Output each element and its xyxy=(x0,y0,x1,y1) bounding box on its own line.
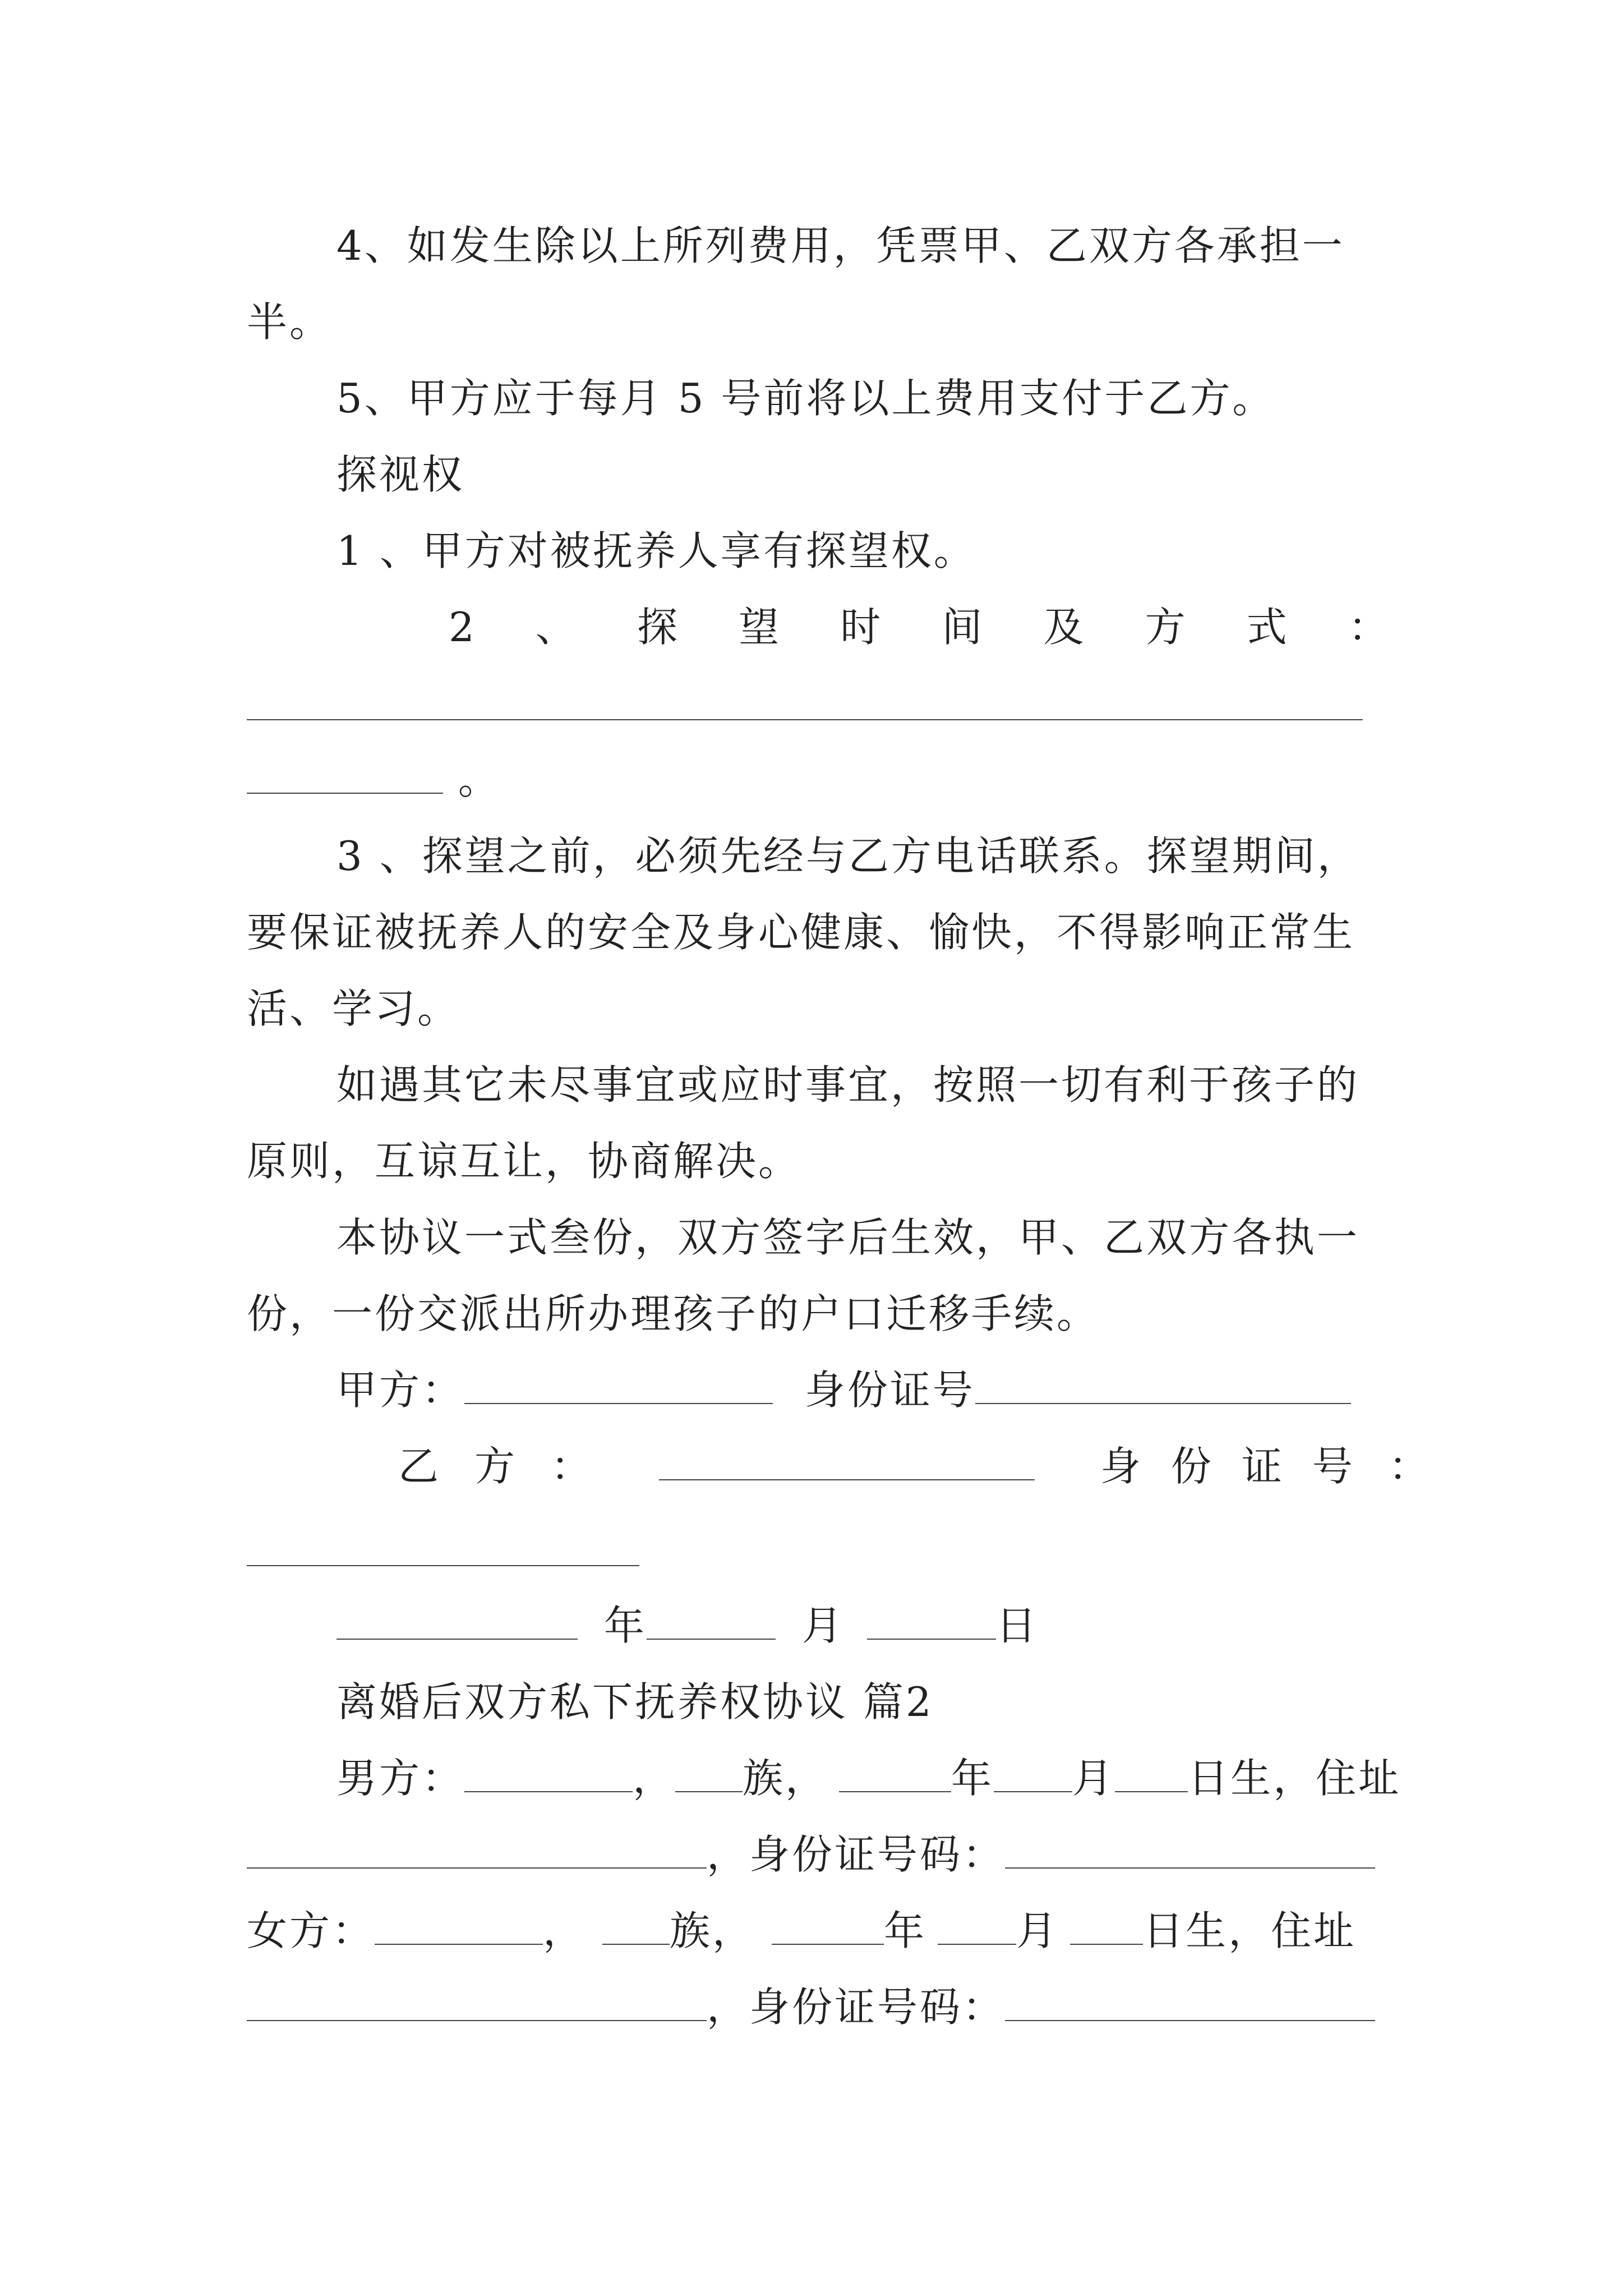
v2-char: 式 xyxy=(1246,604,1289,651)
party-b-id-char: ： xyxy=(1388,1443,1431,1490)
comma: ， xyxy=(633,1755,676,1802)
v2-char: 探 xyxy=(637,604,680,651)
party-a-id-blank xyxy=(975,1368,1351,1404)
male-name-blank xyxy=(464,1756,633,1792)
month-label: 月 xyxy=(801,1602,845,1649)
male-day-blank xyxy=(1115,1756,1188,1792)
month-blank xyxy=(647,1604,776,1640)
party-b-id-char: 身 xyxy=(1100,1443,1143,1490)
male-ethnic-blank xyxy=(675,1756,743,1792)
v2-char: 时 xyxy=(840,604,883,651)
party-b-id-char: 号 xyxy=(1312,1443,1355,1490)
id-number-label: ，身份证号码： xyxy=(707,1984,1006,2031)
paragraph-other-line1: 如遇其它未尽事宜或应时事宜，按照一切有利于孩子的 xyxy=(336,1061,1360,1108)
male-month-blank xyxy=(994,1756,1072,1792)
v2-char: 、 xyxy=(535,604,578,651)
v2-char: 方 xyxy=(1145,604,1188,651)
signature-party-b xyxy=(247,1438,1431,1494)
v2-char: 望 xyxy=(739,604,782,651)
date-line xyxy=(247,1598,1391,1654)
female-label: 女方： xyxy=(247,1907,375,1954)
id-number-label: ，身份证号码： xyxy=(707,1831,1006,1878)
v2-char: 及 xyxy=(1043,604,1086,651)
party-b-id-char: 证 xyxy=(1241,1443,1284,1490)
female-id-blank xyxy=(1005,1985,1375,2021)
heading-visitation: 探视权 xyxy=(336,451,465,498)
ethnic-label: 族， xyxy=(670,1907,755,1954)
male-party-line2 xyxy=(247,1826,1391,1883)
male-address-blank xyxy=(247,1833,707,1869)
party-b-name-blank xyxy=(659,1444,1035,1480)
party-a-name-blank xyxy=(464,1368,773,1404)
visitation-item-3-line2: 要保证被抚养人的安全及身心健康、愉快，不得影响正常生 xyxy=(247,909,1355,956)
blank-line xyxy=(247,758,443,794)
born-address-label: 日生，住址 xyxy=(1188,1755,1401,1802)
party-b-id-char: 份 xyxy=(1170,1443,1214,1490)
male-id-blank xyxy=(1005,1833,1375,1869)
female-month-blank xyxy=(938,1909,1016,1945)
female-ethnic-blank xyxy=(602,1909,670,1945)
male-year-blank xyxy=(839,1756,951,1792)
party-b-char: 乙 xyxy=(398,1443,441,1490)
paragraph-copies-line2: 份，一份交派出所办理孩子的户口迁移手续。 xyxy=(247,1290,1100,1337)
party-b-char: 方 xyxy=(474,1443,518,1490)
paragraph-expenses-line2: 半。 xyxy=(247,298,333,346)
year-label: 年 xyxy=(603,1602,647,1649)
period: 。 xyxy=(458,756,501,803)
visitation-item-3-line3: 活、学习。 xyxy=(247,985,460,1032)
signature-party-a xyxy=(247,1362,1391,1418)
female-party-line2 xyxy=(247,1979,1391,2035)
paragraph-payment: 5、甲方应于每月 5 号前将以上费用支付于乙方。 xyxy=(336,375,1275,422)
v2-char: 2 xyxy=(449,604,477,651)
paragraph-expenses-line1: 4、如发生除以上所列费用，凭票甲、乙双方各承担一 xyxy=(336,222,1345,269)
visitation-item-1: 1 、甲方对被抚养人享有探望权。 xyxy=(336,527,976,574)
born-address-label: 日生，住址 xyxy=(1143,1907,1357,1954)
visitation-item-2-end xyxy=(247,752,1391,808)
day-blank xyxy=(867,1604,996,1640)
visitation-item-3-line1: 3 、探望之前，必须先经与乙方电话联系。探望期间， xyxy=(336,832,1360,880)
comma: ， xyxy=(543,1907,586,1954)
year-blank xyxy=(336,1604,578,1640)
visitation-item-2 xyxy=(247,599,1391,655)
year-label: 年 xyxy=(951,1755,994,1802)
month-label: 月 xyxy=(1016,1907,1059,1954)
party-a-id-label: 身份证号 xyxy=(804,1366,975,1414)
female-day-blank xyxy=(1070,1909,1143,1945)
day-label: 日 xyxy=(995,1602,1039,1649)
v2-char: ： xyxy=(1348,604,1391,651)
female-address-blank xyxy=(247,1985,707,2021)
female-year-blank xyxy=(772,1909,884,1945)
party-b-id-blank xyxy=(247,1565,639,1566)
party-b-char: ： xyxy=(551,1443,594,1490)
section-title-2: 离婚后双方私下抚养权协议 篇2 xyxy=(336,1678,934,1726)
female-party-line1 xyxy=(247,1903,1391,1959)
year-label: 年 xyxy=(884,1907,927,1954)
blank-line-visit-time xyxy=(247,719,1363,720)
female-name-blank xyxy=(375,1909,543,1945)
party-a-label: 甲方： xyxy=(336,1366,465,1414)
month-label: 月 xyxy=(1072,1755,1115,1802)
paragraph-copies-line1: 本协议一式叁份，双方签字后生效，甲、乙双方各执一 xyxy=(336,1214,1360,1261)
v2-char: 间 xyxy=(942,604,985,651)
male-label: 男方： xyxy=(336,1755,465,1802)
ethnic-label: 族， xyxy=(743,1755,828,1802)
male-party-line1 xyxy=(247,1750,1401,1806)
paragraph-other-line2: 原则，互谅互让，协商解决。 xyxy=(247,1138,801,1185)
